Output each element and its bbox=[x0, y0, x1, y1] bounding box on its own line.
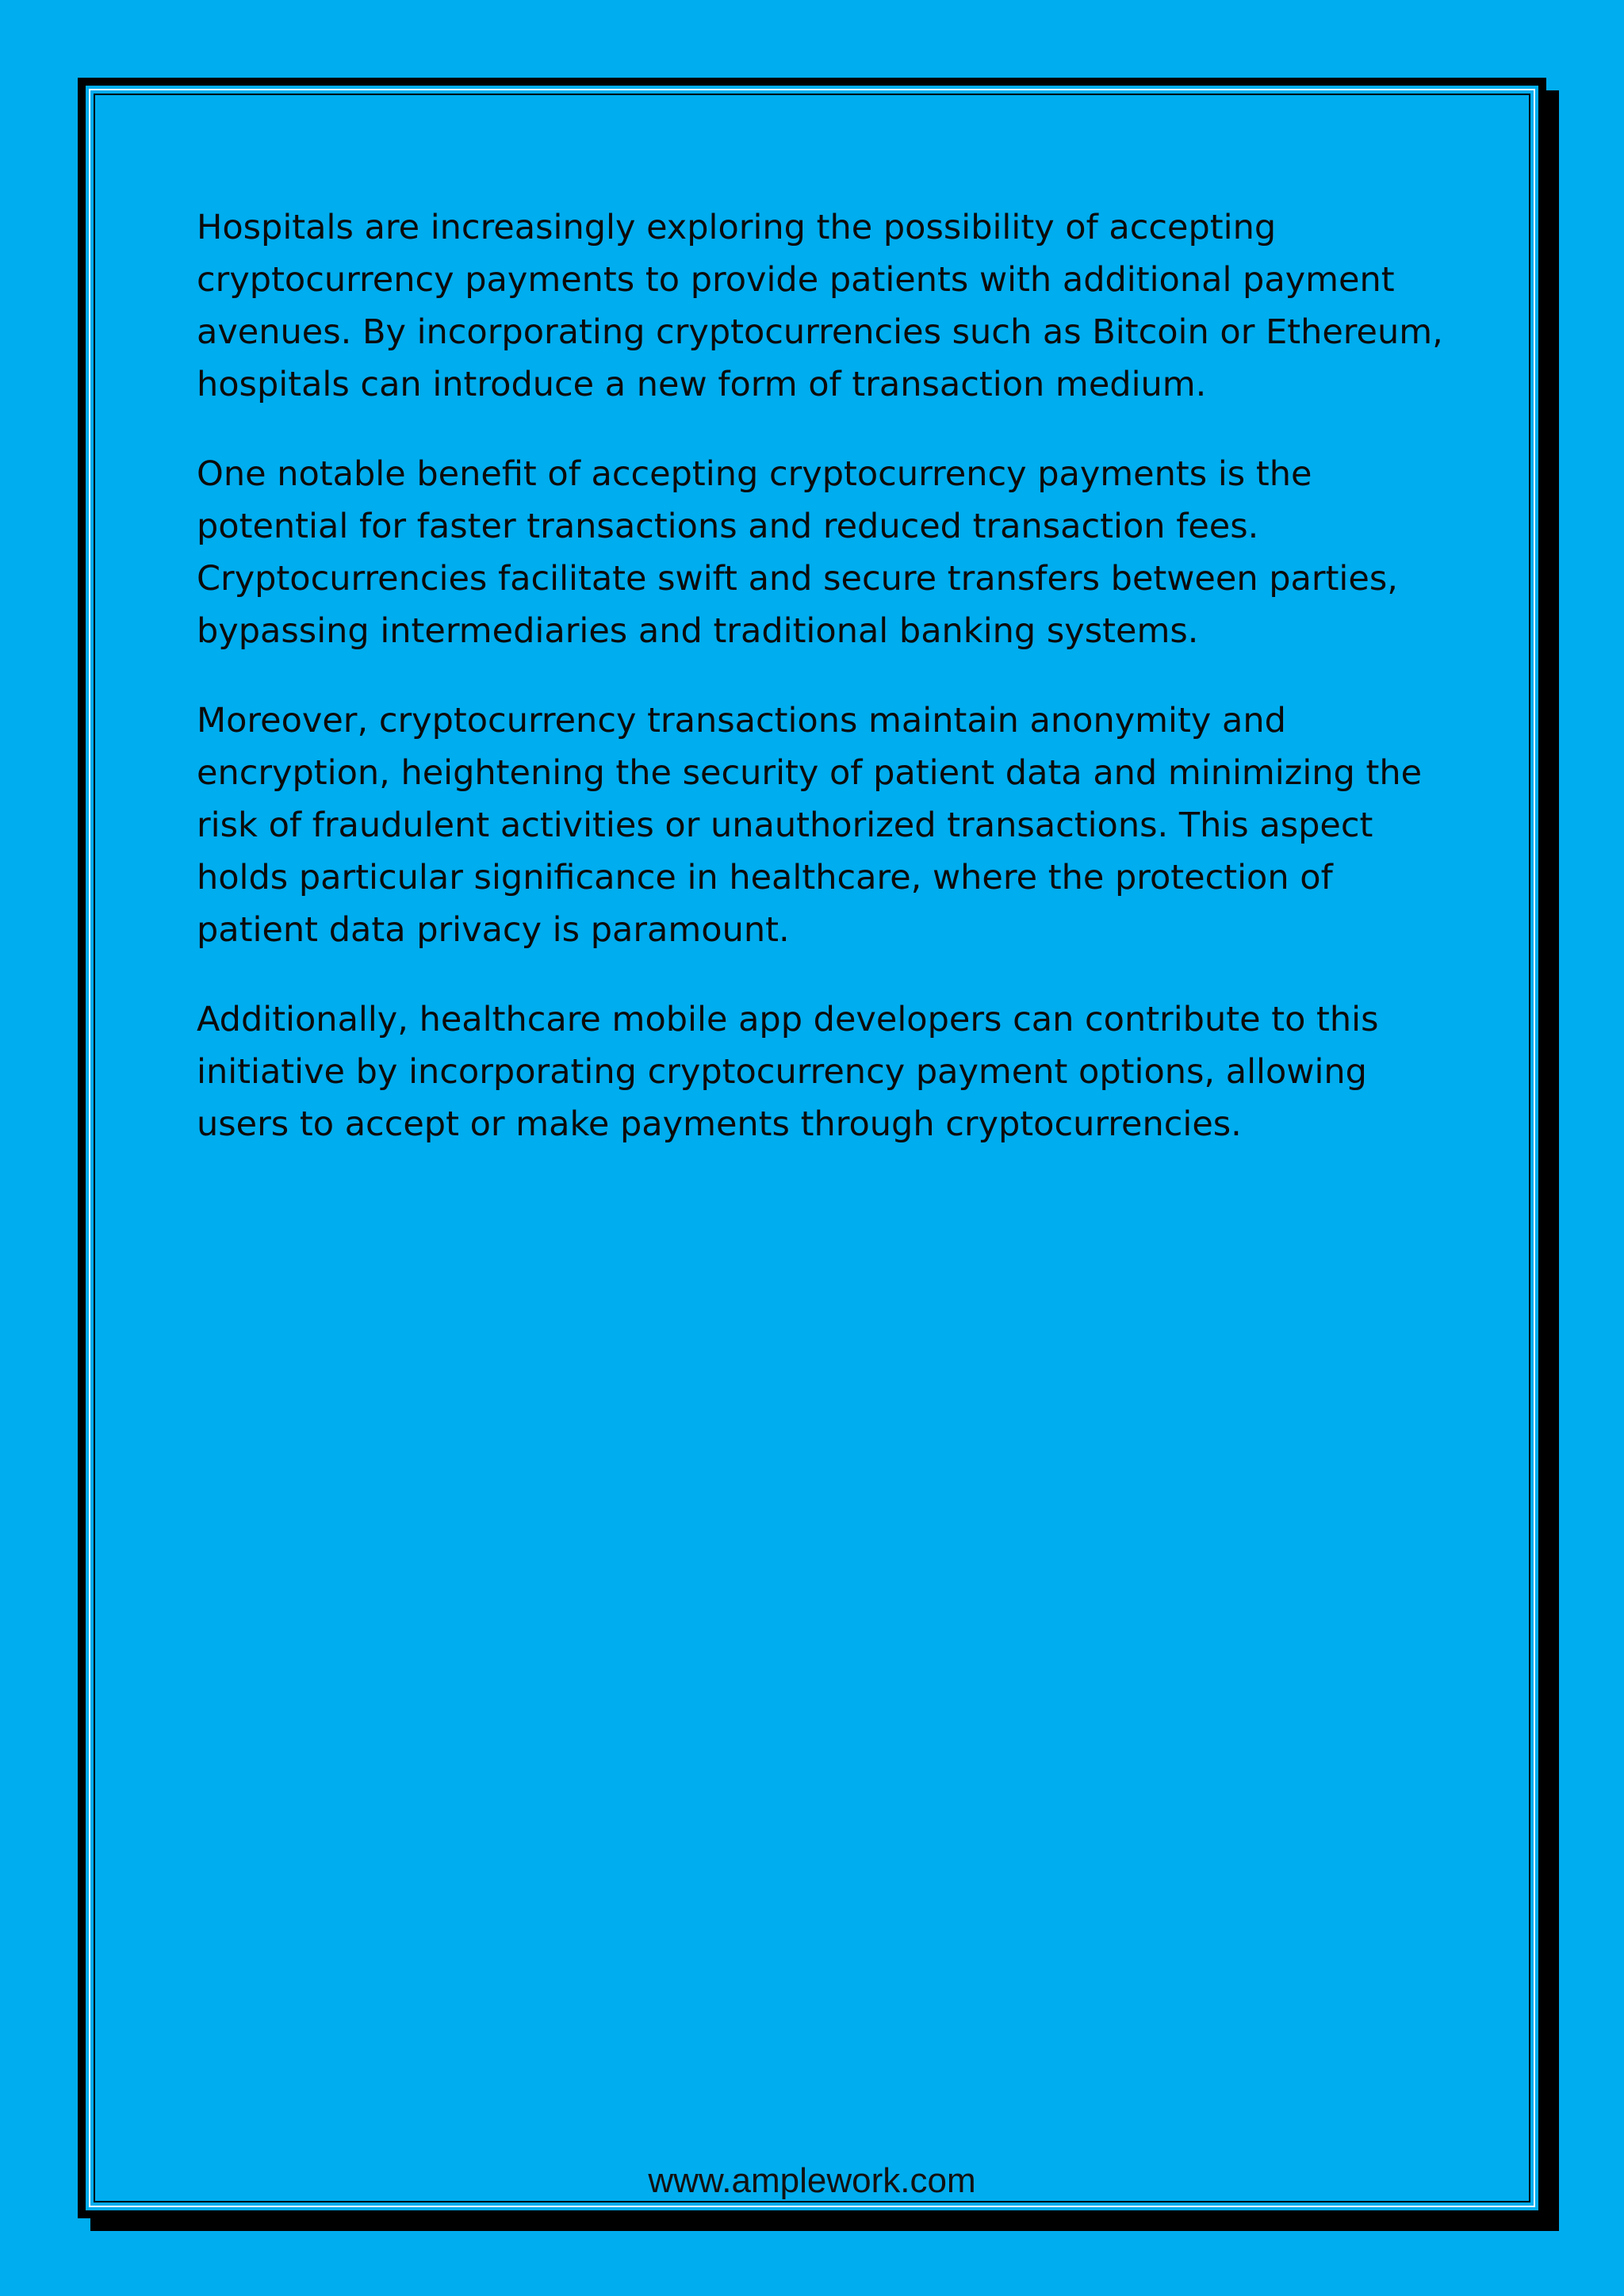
footer-url[interactable]: www.amplework.com bbox=[648, 2161, 976, 2200]
paragraph-1: Hospitals are increasingly exploring the possibility of accepting cryptocurrency payments to provide patients with additional payment avenues. By incorporating cryptocurrencies such as Bitcoin or Ethereum, hospitals can introduce a new form of transaction medium. bbox=[197, 208, 1443, 404]
paragraph-4: Additionally, healthcare mobile app developers can contribute to this initiative by incorporating cryptocurrency payment options, allowing users to accept or make payments through cryptocurrencies. bbox=[197, 1000, 1379, 1144]
page-frame bbox=[78, 78, 1546, 2218]
paragraph-3: Moreover, cryptocurrency transactions maintain anonymity and encryption, heightening the security of patient data and minimizing the risk of fraudulent activities or unauthorized transactions. This aspect holds particular significance in healthcare, where the protection of patient data privacy is paramount. bbox=[197, 701, 1423, 950]
document-body bbox=[197, 201, 1513, 1188]
paragraph-2: One notable benefit of accepting cryptocurrency payments is the potential for faster transactions and reduced transaction fees. Cryptocurrencies facilitate swift and secure transfers between parties, bypassing intermediaries and traditional banking systems. bbox=[197, 454, 1398, 651]
